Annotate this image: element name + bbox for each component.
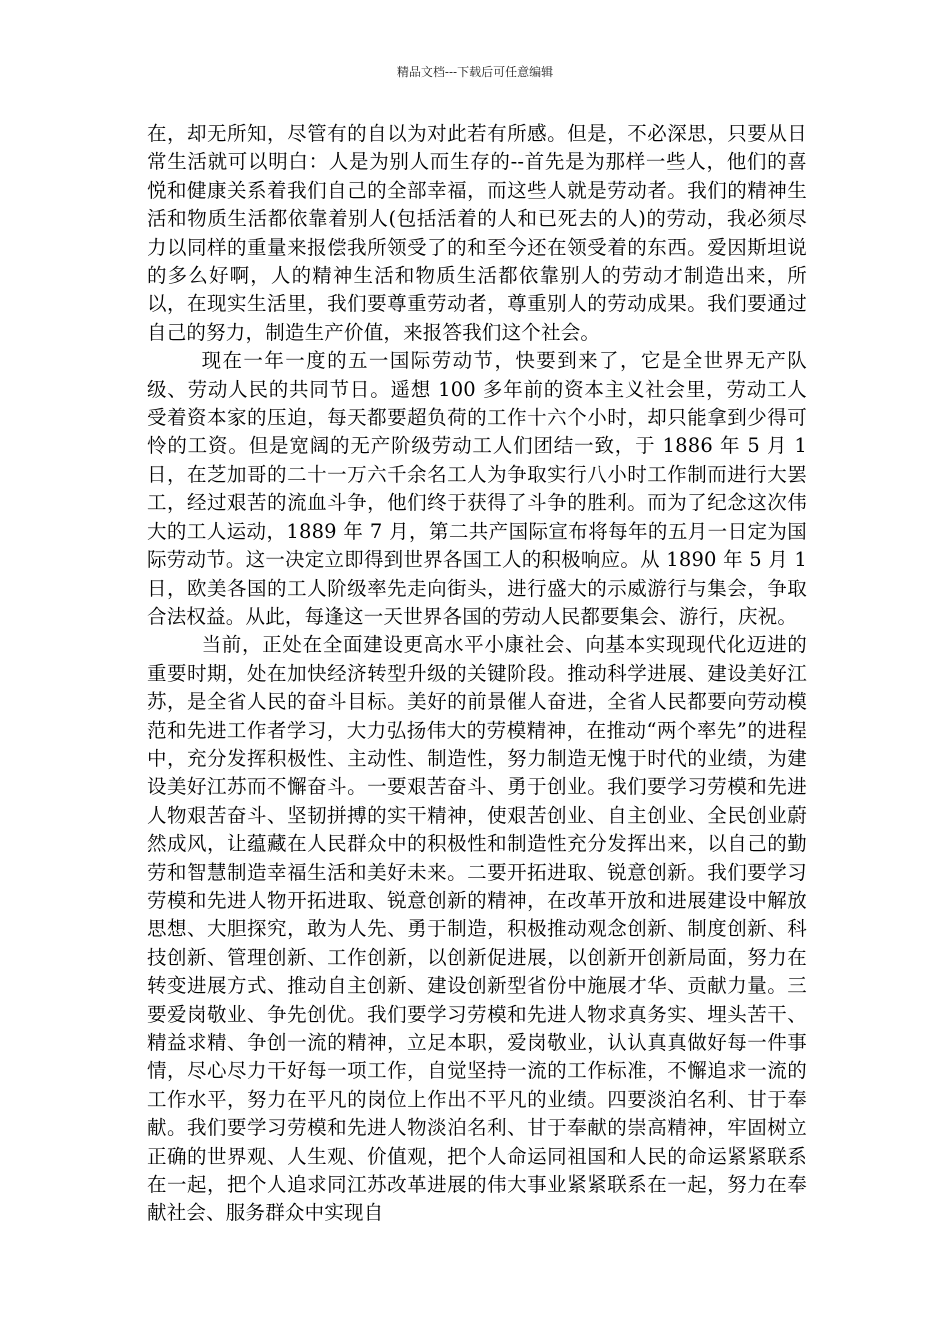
- paragraph-1: 在，却无所知，尽管有的自以为对此若有所感。但是，不必深思，只要从日常生活就可以明白：人是为别人而生存的--首先是为那样一些人，他们的喜悦和健康关系着我们自己的全部幸福，而这些人就是劳动者。我们的精神生活和物质生活都依靠着别人(包括活着的人和已死去的人)的劳动，我必须尽力以同样的重量来报偿我所领受了的和至今还在领受着的东西。爱因斯坦说的多么好啊，人的精神生活和物质生活都依靠别人的劳动才制造出来，所以，在现实生活里，我们要尊重劳动者，尊重别人的劳动成果。我们要通过自己的努力，制造生产价值，来报答我们这个社会。: [147, 122, 807, 344]
- paragraph-2: 现在一年一度的五一国际劳动节，快要到来了，它是全世界无产队级、劳动人民的共同节日。遥想 100 多年前的资本主义社会里，劳动工人受着资本家的压迫，每天都要超负荷的工作十六个小时，却只能拿到少得可怜的工资。但是宽阔的无产阶级劳动工人们团结一致，于 1886 年 5 月 1 日，在芝加哥的二十一万六千余名工人为争取实行八小时工作制而进行大罢工，经过艰苦的流血斗争，他们终于获得了斗争的胜利。而为了纪念这次伟大的工人运动，1889 年 7 月，第二共产国际宣布将每年的五月一日定为国际劳动节。这一决定立即得到世界各国工人的积极响应。从 1890 年 5 月 1 日，欧美各国的工人阶级率先走向街头，进行盛大的示威游行与集会，争取合法权益。从此，每逢这一天世界各国的劳动人民都要集会、游行，庆祝。: [147, 349, 807, 628]
- page-header: 精品文档---下载后可任意编辑: [396, 65, 554, 79]
- paragraph-3: 当前，正处在全面建设更高水平小康社会、向基本实现现代化迈进的重要时期，处在加快经济转型升级的关键阶段。推动科学进展、建设美好江苏，是全省人民的奋斗目标。美好的前景催人奋进，全省人民都要向劳动模范和先进工作者学习，大力弘扬伟大的劳模精神，在推动“两个率先”的进程中，充分发挥积极性、主动性、制造性，努力制造无愧于时代的业绩，为建设美好江苏而不懈奋斗。一要艰苦奋斗、勇于创业。我们要学习劳模和先进人物艰苦奋斗、坚韧拼搏的实干精神，使艰苦创业、自主创业、全民创业蔚然成风，让蕴藏在人民群众中的积极性和制造性充分发挥出来，以自己的勤劳和智慧制造幸福生活和美好未来。二要开拓进取、锐意创新。我们要学习劳模和先进人物开拓进取、锐意创新的精神，在改革开放和进展建设中解放思想、大胆探究，敢为人先、勇于制造，积极推动观念创新、制度创新、科技创新、管理创新、工作创新，以创新促进展，以创新开创新局面，努力在转变进展方式、推动自主创新、建设创新型省份中施展才华、贡献力量。三要爱岗敬业、争先创优。我们要学习劳模和先进人物求真务实、埋头苦干、精益求精、争创一流的精神，立足本职，爱岗敬业，认认真真做好每一件事情，尽心尽力干好每一项工作，自觉坚持一流的工作标准，不懈追求一流的工作水平，努力在平凡的岗位上作出不平凡的业绩。四要淡泊名利、甘于奉献。我们要学习劳模和先进人物淡泊名利、甘于奉献的崇高精神，牢固树立正确的世界观、人生观、价值观，把个人命运同祖国和人民的命运紧紧联系在一起，把个人追求同江苏改革进展的伟大事业紧紧联系在一起，努力在奉献社会、服务群众中实现自: [147, 633, 807, 1225]
- document-body: [147, 120, 807, 1228]
